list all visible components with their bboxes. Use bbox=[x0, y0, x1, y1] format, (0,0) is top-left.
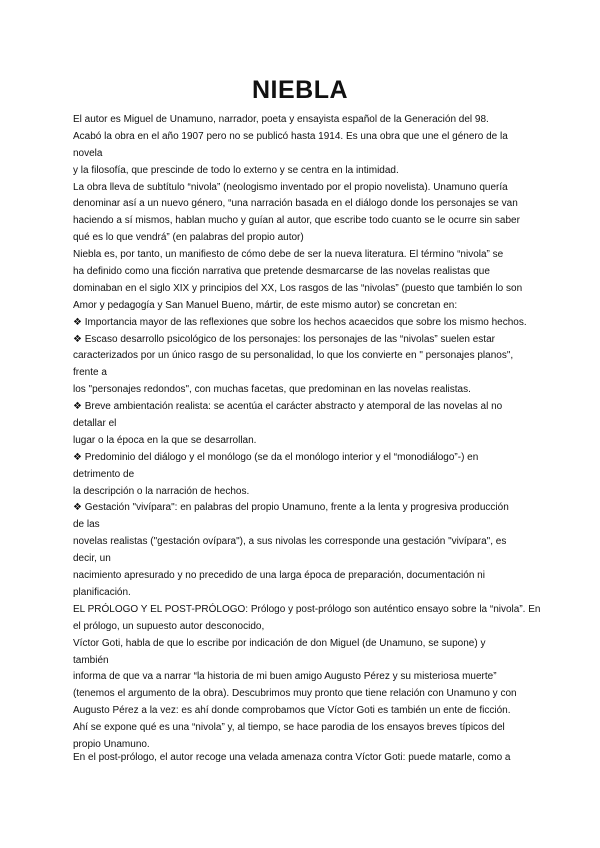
text-line: ha definido como una ficción narrativa que pretende desmarcarse de las novelas realistas que bbox=[73, 266, 490, 278]
text-line: novelas realistas ("gestación ovípara"), a sus nivolas les corresponde una gestación "vivípara", es bbox=[73, 536, 507, 548]
text-line: decir, un bbox=[73, 553, 111, 565]
text-line: nacimiento apresurado y no precedido de una larga época de preparación, documentación ni bbox=[73, 570, 485, 582]
text-line: Ahí se expone qué es una “nivola” y, al tiempo, se hace parodia de los ensayos breves típicos del bbox=[73, 722, 505, 734]
text-line: el prólogo, un supuesto autor desconocido, bbox=[73, 620, 265, 632]
text-line: de las bbox=[73, 519, 100, 531]
text-line: también bbox=[73, 654, 109, 666]
text-line: informa de que va a narrar “la historia de mi buen amigo Augusto Pérez y su misteriosa muerte” bbox=[73, 671, 497, 683]
text-line: denominar así a un nuevo género, “una narración basada en el diálogo donde los personajes se van bbox=[73, 198, 518, 210]
text-line: Acabó la obra en el año 1907 pero no se publicó hasta 1914. Es una obra que une el género de la bbox=[73, 130, 508, 142]
text-line: frente a bbox=[73, 367, 107, 379]
text-line: y la filosofía, que prescinde de todo lo externo y se centra en la intimidad. bbox=[73, 164, 399, 176]
text-line: ❖ Importancia mayor de las reflexiones que sobre los hechos acaecidos que sobre los mismo hechos. bbox=[73, 316, 527, 328]
text-line: planificación. bbox=[73, 586, 131, 598]
text-line: lugar o la época en la que se desarrollan. bbox=[73, 434, 257, 446]
document-final-line: En el post-prólogo, el autor recoge una velada amenaza contra Víctor Goti: puede matarle, como a bbox=[73, 752, 511, 763]
text-line: ❖ Predominio del diálogo y el monólogo (se da el monólogo interior y el “monodiálogo”-) en bbox=[73, 451, 479, 463]
text-line: Augusto Pérez a la vez: es ahí donde comprobamos que Víctor Goti es también un ente de ficción. bbox=[73, 705, 511, 717]
text-line: caracterizados por un único rasgo de su personalidad, lo que los convierte en " personajes planos", bbox=[73, 350, 514, 362]
text-line: la descripción o la narración de hechos. bbox=[73, 485, 250, 497]
text-line: Víctor Goti, habla de que lo escribe por indicación de don Miguel (de Unamuno, se supone) y bbox=[73, 637, 486, 649]
text-line: Niebla es, por tanto, un manifiesto de cómo debe de ser la nueva literatura. El término “nivola” se bbox=[73, 249, 504, 261]
text-line: detallar el bbox=[73, 418, 117, 430]
text-line: EL PRÓLOGO Y EL POST-PRÓLOGO: Prólogo y post-prólogo son auténtico ensayo sobre la “nivola”. En bbox=[73, 603, 541, 615]
document-title: NIEBLA bbox=[251, 76, 349, 104]
text-line: (tenemos el argumento de la obra). Descubrimos muy pronto que tiene relación con Unamuno y con bbox=[73, 688, 517, 700]
document-body bbox=[73, 112, 541, 754]
text-line: ❖ Breve ambientación realista: se acentúa el carácter abstracto y atemporal de las novelas al no bbox=[73, 401, 503, 413]
text-line: haciendo a sí mismos, hablan mucho y guían al autor, que escribe todo cuanto se le ocurre sin saber bbox=[73, 215, 520, 227]
text-line: dominaban en el siglo XIX y principios del XX, Los rasgos de las “nivolas” (puesto que también lo son bbox=[73, 282, 523, 294]
text-line: novela bbox=[73, 147, 103, 159]
text-line: los "personajes redondos", con muchas facetas, que predominan en las novelas realistas. bbox=[73, 384, 471, 396]
text-line: qué es lo que vendrá” (en palabras del propio autor) bbox=[73, 232, 304, 244]
text-line: detrimento de bbox=[73, 468, 135, 480]
text-line: La obra lleva de subtítulo “nivola” (neologismo inventado por el propio novelista). Unamuno quería bbox=[73, 181, 508, 193]
text-line: Amor y pedagogía y San Manuel Bueno, mártir, de este mismo autor) se concretan en: bbox=[73, 299, 458, 311]
text-line: ❖ Gestación "vivípara": en palabras del propio Unamuno, frente a la lenta y progresiva producción bbox=[73, 502, 509, 514]
text-line: ❖ Escaso desarrollo psicológico de los personajes: los personajes de las “nivolas” suelen estar bbox=[73, 333, 495, 345]
text-line: El autor es Miguel de Unamuno, narrador, poeta y ensayista español de la Generación del 98. bbox=[73, 114, 489, 125]
text-line: propio Unamuno. bbox=[73, 738, 150, 750]
